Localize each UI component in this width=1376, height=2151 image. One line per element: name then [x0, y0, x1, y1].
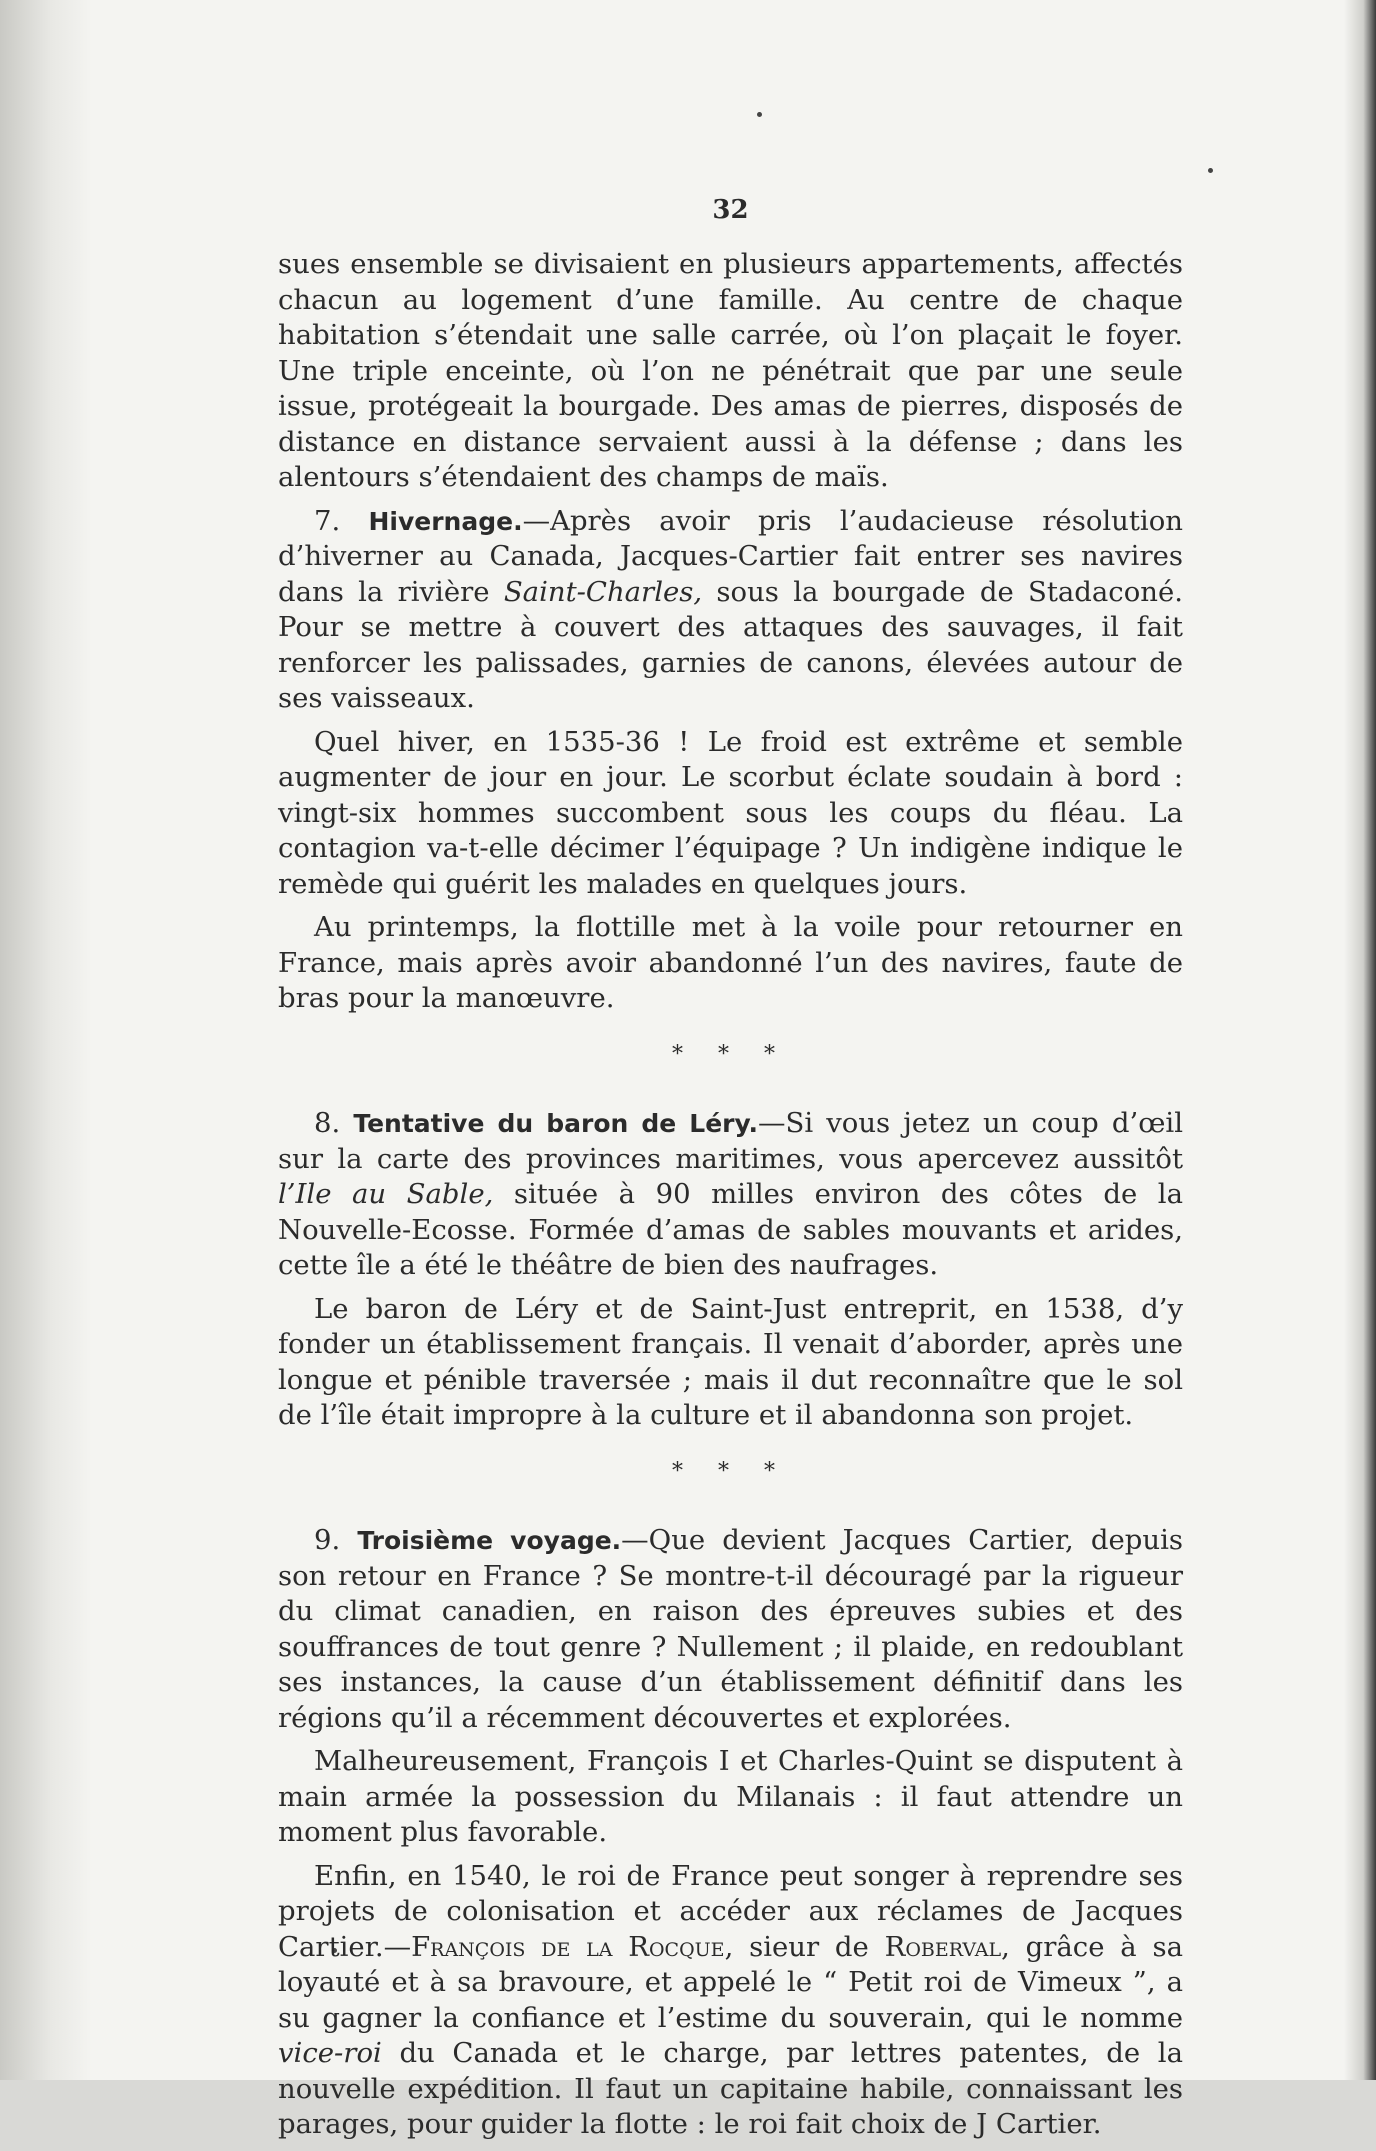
paragraph-text: , grâce à sa loyauté et à sa bravoure, et appelé le “ Petit roi de Vimeux ”, a su gagner la confiance et l’estime du souverain, qui le nomme: [278, 1930, 1183, 2034]
binding-shadow: [0, 0, 92, 2080]
section-separator: * * *: [672, 1458, 789, 1484]
place-name: Roberval: [884, 1930, 1002, 1963]
person-name: François de la Rocque: [411, 1930, 725, 1963]
section-text: située à 90 milles environ des côtes de la Nouvelle-Ecosse. Formée d’amas de sables mouvants et arides, cette île a été le théâtre de bien des naufrages.: [278, 1178, 1183, 1281]
paragraph: sues ensemble se divisaient en plusieurs appartements, affectés chacun au logement d’une famille. Au centre de chaque habitation s’étendait une salle carrée, où l’on plaçait le foyer. Une triple enceinte, où l’on ne pénétrait que par une seule issue, protégeait la bourgade. Des amas de pierres, disposés de distance en distance servaient aussi à la défense ; dans les alentours s’étendaient des champs de maïs.: [278, 248, 1183, 493]
page-number: 32: [712, 195, 749, 225]
section-7: [278, 504, 1183, 717]
paragraph: Le baron de Léry et de Saint-Just entreprit, en 1538, d’y fonder un établissement français. Il venait d’aborder, après une longue et pénible traversée ; mais il dut reconnaître que le sol de l’île était impropre à la culture et il abandonna son projet.: [278, 1292, 1183, 1431]
section-8: [278, 1106, 1183, 1284]
scan-speck: [757, 112, 762, 117]
paragraph: Au printemps, la flottille met à la voile pour retourner en France, mais après avoir abandonné l’un des navires, faute de bras pour la manœuvre.: [278, 911, 1183, 1014]
section-heading: Tentative du baron de Léry.: [353, 1109, 759, 1138]
page-body: [278, 195, 1183, 2151]
paragraph: Malheureusement, François I et Charles-Quint se disputent à main armée la possession du Milanais : il faut attendre un moment plus favorable.: [278, 1745, 1183, 1848]
paragraph-text: , sieur de: [724, 1930, 885, 1963]
section-separator: * * *: [672, 1041, 789, 1067]
paragraph-text: Enfin, en 1540, le roi de France peut songer à reprendre ses projets de colonisation et accéder aux réclames de Jacques Cartier.—: [278, 1859, 1183, 1963]
section-heading: Troisième voyage.: [357, 1526, 622, 1555]
section-number: 8.: [314, 1107, 341, 1139]
scan-speck: [1208, 168, 1213, 173]
section-heading: Hivernage.: [368, 506, 523, 536]
section-text: —Après avoir pris l’audacieuse résolution d’hiverner au Canada, Jacques-Cartier fait entrer ses navires dans la rivière: [278, 504, 1183, 608]
section-number: 7.: [314, 504, 341, 537]
section-text: —Que devient Jacques Cartier, depuis son retour en France ? Se montre-t-il découragé par la rigueur du climat canadien, en raison des épreuves subies et des souffrances de tout genre ? Nullement ; il plaide, en redoublant ses instances, la cause d’un établissement définitif dans les régions qu’il a récemment découvertes et explorées.: [278, 1524, 1183, 1734]
section-text: —Si vous jetez un coup d’œil sur la carte des provinces maritimes, vous apercevez aussitôt: [278, 1107, 1183, 1175]
section-9: [278, 1523, 1183, 1736]
emphasis: Saint-Charles,: [503, 575, 703, 608]
emphasis: vice-roi: [278, 2037, 382, 2069]
paragraph: Quel hiver, en 1535-36 ! Le froid est extrême et semble augmenter de jour en jour. Le scorbut éclate soudain à bord : vingt-six hommes succombent sous les coups du fléau. La contagion va-t-elle décimer l’équipage ? Un indigène indique le remède qui guérit les malades en quelques jours.: [278, 725, 1183, 900]
section-number: 9.: [314, 1524, 341, 1556]
paragraph: [278, 1859, 1183, 2143]
page-edge-shadow: [1344, 0, 1376, 2080]
section-text: sous la bourgade de Stadaconé. Pour se mettre à couvert des attaques des sauvages, il fait renforcer les palissades, garnies de canons, élevées autour de ses vaisseaux.: [278, 575, 1183, 714]
emphasis: l’Ile au Sable,: [278, 1178, 494, 1210]
paragraph-text: du Canada et le charge, par lettres patentes, de la nouvelle expédition. Il faut un capitaine habile, connaissant les parages, pour guider la flotte : le roi fait choix de J Cartier.: [278, 2037, 1183, 2140]
